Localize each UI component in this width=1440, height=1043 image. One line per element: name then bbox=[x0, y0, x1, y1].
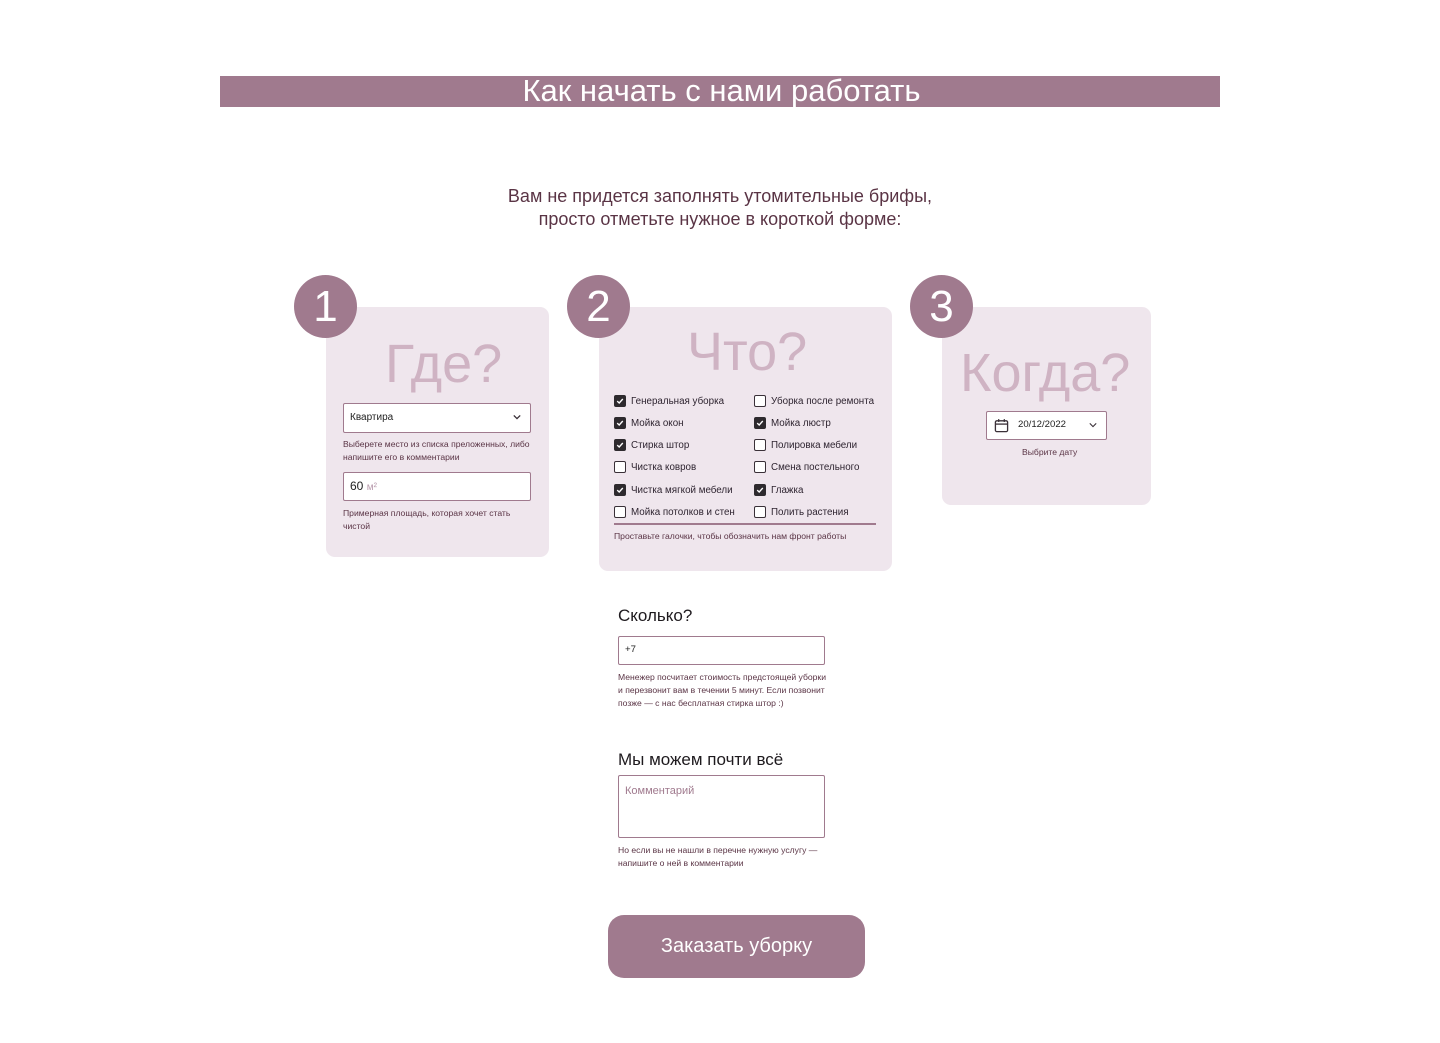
service-checkbox-item[interactable] bbox=[614, 506, 735, 518]
service-checkbox-item[interactable] bbox=[614, 395, 724, 407]
comment-title: Мы можем почти всё bbox=[618, 750, 784, 769]
comment-textarea[interactable] bbox=[618, 775, 825, 838]
service-checkbox-item[interactable] bbox=[614, 417, 684, 429]
service-checkbox-item[interactable] bbox=[614, 439, 689, 451]
service-label: Полировка мебели bbox=[771, 439, 858, 451]
checkbox-icon[interactable] bbox=[754, 506, 766, 518]
service-checkbox-item[interactable] bbox=[614, 461, 696, 473]
checkbox-icon[interactable] bbox=[754, 395, 766, 407]
service-label: Мойка люстр bbox=[771, 417, 831, 429]
service-label: Мойка окон bbox=[631, 417, 684, 429]
order-cleaning-button[interactable]: Заказать уборку bbox=[608, 915, 865, 978]
service-label: Уборка после ремонта bbox=[771, 395, 875, 407]
checkbox-icon[interactable] bbox=[614, 439, 626, 451]
step-badge-3: 3 bbox=[910, 275, 973, 338]
calendar-icon bbox=[994, 418, 1009, 433]
service-checkbox-item[interactable] bbox=[754, 506, 849, 518]
date-picker[interactable] bbox=[986, 411, 1107, 440]
service-label: Чистка мягкой мебели bbox=[631, 484, 733, 496]
service-checkbox-item[interactable] bbox=[614, 484, 733, 496]
date-value: 20/12/2022 bbox=[1018, 419, 1067, 430]
service-label: Глажка bbox=[771, 484, 804, 496]
page-title: Как начать с нами работать bbox=[522, 73, 921, 108]
checkbox-icon[interactable] bbox=[614, 484, 626, 496]
comment-hint: Но если вы не нашли в перечне нужную услугу — напишите о ней в комментарии bbox=[618, 845, 818, 868]
services-hint: Проставьте галочки, чтобы обозначить нам фронт работы bbox=[614, 531, 847, 541]
chevron-down-icon bbox=[513, 413, 521, 421]
service-checkbox-item[interactable] bbox=[754, 395, 874, 407]
intro-line-2: просто отметьте нужное в короткой форме: bbox=[538, 209, 902, 229]
step-badge-1: 1 bbox=[294, 275, 357, 338]
chevron-down-icon bbox=[1089, 421, 1097, 429]
step-badge-2: 2 bbox=[567, 275, 630, 338]
intro-text bbox=[420, 185, 1020, 231]
checkbox-icon[interactable] bbox=[754, 461, 766, 473]
area-value: 60 bbox=[350, 479, 364, 493]
area-input[interactable] bbox=[343, 472, 531, 501]
how-much-title: Сколько? bbox=[618, 606, 693, 625]
where-heading: Где? bbox=[385, 334, 503, 394]
service-checkbox-item[interactable] bbox=[754, 461, 859, 473]
place-select-value: Квартира bbox=[350, 412, 394, 423]
place-hint: Выберете место из списка преложенных, либо напишите его в комментарии bbox=[343, 439, 530, 462]
checkbox-icon[interactable] bbox=[614, 395, 626, 407]
checkbox-icon[interactable] bbox=[614, 417, 626, 429]
when-card bbox=[942, 307, 1151, 505]
checkbox-icon[interactable] bbox=[754, 417, 766, 429]
service-label: Смена постельного bbox=[771, 461, 860, 473]
area-unit: м² bbox=[366, 482, 377, 493]
date-hint: Выбрите дату bbox=[1022, 447, 1078, 457]
when-heading: Когда? bbox=[960, 343, 1131, 403]
area-hint: Примерная площадь, которая хочет стать чистой bbox=[343, 508, 511, 531]
checkbox-icon[interactable] bbox=[754, 484, 766, 496]
phone-input[interactable] bbox=[618, 636, 825, 665]
checkbox-icon[interactable] bbox=[614, 461, 626, 473]
intro-line-1: Вам не придется заполнять утомительные брифы, bbox=[507, 186, 933, 206]
service-label: Полить растения bbox=[771, 506, 849, 518]
phone-value: +7 bbox=[625, 644, 636, 655]
checkbox-icon[interactable] bbox=[754, 439, 766, 451]
service-checkbox-item[interactable] bbox=[754, 439, 857, 451]
phone-hint: Менежер посчитает стоимость предстоящей уборки и перезвонит вам в течении 5 минут. Если позвонит позже — с нас бесплатная стирка штор :) bbox=[618, 672, 826, 708]
service-label: Мойка потолков и стен bbox=[631, 506, 735, 518]
service-label: Чистка ковров bbox=[631, 461, 697, 473]
checkbox-icon[interactable] bbox=[614, 506, 626, 518]
service-checkbox-item[interactable] bbox=[754, 484, 803, 496]
what-heading: Что? bbox=[687, 322, 808, 382]
place-select[interactable] bbox=[343, 403, 531, 433]
services-divider bbox=[614, 523, 876, 525]
service-label: Стирка штор bbox=[631, 439, 690, 451]
service-label: Генеральная уборка bbox=[631, 395, 725, 407]
service-checkbox-item[interactable] bbox=[754, 417, 831, 429]
